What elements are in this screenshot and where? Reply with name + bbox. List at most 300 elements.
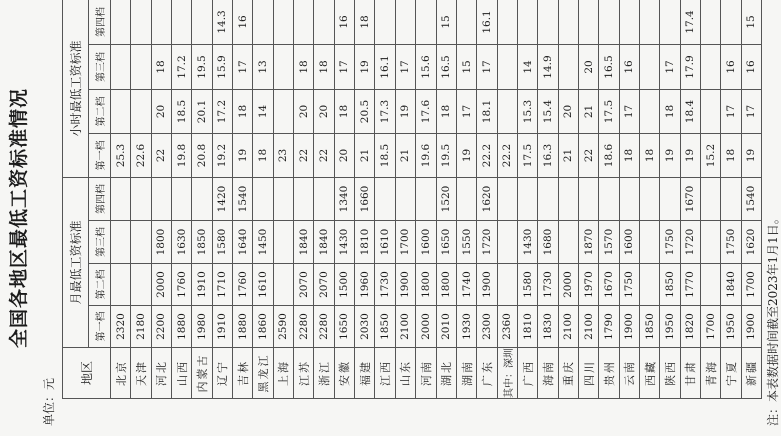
hourly-value-cell [273, 0, 293, 44]
tier-header-hourly-4: 第四档 [89, 0, 111, 44]
monthly-value-cell: 1500 [334, 264, 354, 306]
monthly-value-cell [700, 177, 720, 220]
hourly-value-cell [253, 0, 273, 44]
hourly-value-cell: 17.4 [680, 0, 700, 44]
hourly-value-cell [599, 0, 619, 44]
hourly-value-cell [721, 0, 741, 44]
hourly-value-cell: 18 [355, 0, 375, 44]
monthly-value-cell: 2320 [111, 306, 131, 348]
monthly-value-cell: 2000 [151, 264, 171, 306]
hourly-value-cell: 15.2 [700, 133, 720, 177]
hourly-value-cell: 20.5 [355, 89, 375, 133]
hourly-value-cell [172, 0, 192, 44]
monthly-value-cell [111, 221, 131, 264]
hourly-value-cell [497, 44, 517, 89]
monthly-value-cell: 1540 [233, 177, 253, 220]
monthly-value-cell: 1760 [172, 264, 192, 306]
monthly-value-cell: 2590 [273, 306, 293, 348]
table-row [497, 0, 517, 399]
hourly-value-cell: 20 [294, 89, 314, 133]
tier-header-monthly-1: 第一档 [89, 306, 111, 348]
monthly-value-cell [599, 177, 619, 220]
hourly-value-cell [700, 89, 720, 133]
table-row [456, 0, 476, 399]
region-cell: 海南 [538, 348, 558, 399]
monthly-value-cell: 1340 [334, 177, 354, 220]
monthly-value-cell [639, 264, 659, 306]
hourly-value-cell: 22 [151, 133, 171, 177]
region-cell: 山东 [395, 348, 415, 399]
unit-label: 单位：元 [42, 377, 56, 426]
table-row [680, 0, 700, 399]
monthly-value-cell [700, 221, 720, 264]
monthly-value-cell [558, 221, 578, 264]
hourly-value-cell: 17 [619, 89, 639, 133]
hourly-value-cell: 17 [233, 44, 253, 89]
hourly-value-cell: 14.3 [212, 0, 232, 44]
monthly-value-cell: 2280 [314, 306, 334, 348]
hourly-value-cell [314, 0, 334, 44]
hourly-value-cell: 20.1 [192, 89, 212, 133]
hourly-value-cell: 19 [395, 89, 415, 133]
hourly-value-cell: 16.1 [375, 44, 395, 89]
tier-header-monthly-2: 第二档 [89, 264, 111, 306]
region-cell: 河北 [151, 348, 171, 399]
hourly-value-cell: 18.4 [680, 89, 700, 133]
table-note: 注：本表数据时间截至2023年1月1日。 [766, 212, 780, 426]
monthly-value-cell [273, 264, 293, 306]
region-cell: 上海 [273, 348, 293, 399]
table-row [172, 0, 192, 399]
monthly-value-cell: 2360 [497, 306, 517, 348]
monthly-value-cell [578, 177, 598, 220]
hourly-value-cell [639, 0, 659, 44]
hourly-value-cell: 18 [314, 44, 334, 89]
tier-header-hourly-1: 第一档 [89, 133, 111, 177]
monthly-value-cell [131, 221, 151, 264]
tier-header-hourly-3: 第三档 [89, 44, 111, 89]
monthly-value-cell [273, 221, 293, 264]
monthly-value-cell: 1430 [517, 221, 537, 264]
hourly-value-cell: 16 [721, 44, 741, 89]
monthly-value-cell [192, 177, 212, 220]
hourly-value-cell [497, 89, 517, 133]
monthly-value-cell: 1950 [721, 306, 741, 348]
table-row [355, 0, 375, 399]
hourly-value-cell: 18 [294, 44, 314, 89]
region-cell: 四川 [578, 348, 598, 399]
monthly-value-cell: 1900 [619, 306, 639, 348]
region-cell: 广西 [517, 348, 537, 399]
region-cell: 河南 [416, 348, 436, 399]
hourly-value-cell: 19.5 [192, 44, 212, 89]
hourly-value-cell [395, 0, 415, 44]
monthly-value-cell: 1720 [477, 221, 497, 264]
hourly-value-cell: 20 [558, 89, 578, 133]
monthly-value-cell: 1950 [660, 306, 680, 348]
hourly-value-cell [416, 0, 436, 44]
monthly-value-cell: 1680 [538, 221, 558, 264]
hourly-value-cell [517, 0, 537, 44]
monthly-value-cell: 1960 [355, 264, 375, 306]
hourly-value-cell: 22.2 [497, 133, 517, 177]
region-cell: 浙江 [314, 348, 334, 399]
hourly-value-cell: 19 [680, 133, 700, 177]
monthly-value-cell: 1730 [538, 264, 558, 306]
hourly-value-cell: 20.8 [192, 133, 212, 177]
monthly-value-cell [273, 177, 293, 220]
document-title: 全国各地区最低工资标准情况 [8, 88, 30, 349]
hourly-value-cell: 16 [233, 0, 253, 44]
monthly-value-cell: 2180 [131, 306, 151, 348]
monthly-value-cell: 1790 [599, 306, 619, 348]
monthly-value-cell: 1800 [151, 221, 171, 264]
hourly-value-cell: 18.5 [172, 89, 192, 133]
hourly-value-cell: 18 [151, 44, 171, 89]
hourly-value-cell: 21 [578, 89, 598, 133]
table-row [436, 0, 456, 399]
region-cell: 吉林 [233, 348, 253, 399]
monthly-value-cell: 1580 [212, 221, 232, 264]
hourly-value-cell: 19 [355, 44, 375, 89]
monthly-value-cell: 1700 [741, 264, 761, 306]
monthly-value-cell [294, 177, 314, 220]
region-cell: 天津 [131, 348, 151, 399]
monthly-value-cell: 2000 [416, 306, 436, 348]
hourly-value-cell: 18 [619, 133, 639, 177]
hourly-value-cell: 16 [619, 44, 639, 89]
table-row [212, 0, 232, 399]
table-row [253, 0, 273, 399]
monthly-value-cell: 1900 [395, 264, 415, 306]
table-row [131, 0, 151, 399]
region-cell: 陕西 [660, 348, 680, 399]
monthly-value-cell [253, 177, 273, 220]
monthly-value-cell: 1880 [233, 306, 253, 348]
monthly-value-cell: 2100 [395, 306, 415, 348]
monthly-value-cell: 1520 [436, 177, 456, 220]
hourly-value-cell: 20 [578, 44, 598, 89]
hourly-value-cell: 19 [233, 133, 253, 177]
hourly-value-cell: 18 [436, 89, 456, 133]
table-row [558, 0, 578, 399]
table-row [578, 0, 598, 399]
hourly-value-cell: 25.3 [111, 133, 131, 177]
monthly-value-cell: 1750 [660, 221, 680, 264]
monthly-value-cell: 1830 [538, 306, 558, 348]
monthly-value-cell: 1620 [477, 177, 497, 220]
hourly-value-cell [111, 0, 131, 44]
table-row [619, 0, 639, 399]
hourly-value-cell: 16 [334, 0, 354, 44]
monthly-value-cell: 2030 [355, 306, 375, 348]
region-cell: 辽宁 [212, 348, 232, 399]
table-row [538, 0, 558, 399]
table-row [721, 0, 741, 399]
monthly-value-cell: 1810 [517, 306, 537, 348]
tier-header-hourly-2: 第二档 [89, 89, 111, 133]
monthly-value-cell [660, 177, 680, 220]
monthly-value-cell: 2200 [151, 306, 171, 348]
hourly-value-cell [700, 44, 720, 89]
hourly-value-cell [131, 0, 151, 44]
hourly-value-cell: 17 [721, 89, 741, 133]
monthly-value-cell: 1930 [456, 306, 476, 348]
monthly-value-cell: 1550 [456, 221, 476, 264]
table-row [416, 0, 436, 399]
hourly-value-cell: 15 [741, 0, 761, 44]
hourly-value-cell: 22 [294, 133, 314, 177]
region-cell: 山西 [172, 348, 192, 399]
hourly-value-cell: 15.4 [538, 89, 558, 133]
hourly-value-cell: 14 [517, 44, 537, 89]
region-cell: 贵州 [599, 348, 619, 399]
monthly-value-cell [314, 177, 334, 220]
table-row [111, 0, 131, 399]
monthly-value-cell: 2070 [294, 264, 314, 306]
header-region: 地区 [63, 348, 111, 399]
monthly-value-cell: 1610 [375, 221, 395, 264]
monthly-value-cell: 1840 [294, 221, 314, 264]
hourly-value-cell: 22.2 [477, 133, 497, 177]
hourly-value-cell: 17 [334, 44, 354, 89]
hourly-value-cell: 19.5 [436, 133, 456, 177]
hourly-value-cell: 14.9 [538, 44, 558, 89]
region-cell: 云南 [619, 348, 639, 399]
table-row [375, 0, 395, 399]
table-row [741, 0, 761, 399]
monthly-value-cell: 1700 [395, 221, 415, 264]
monthly-value-cell [497, 264, 517, 306]
region-cell: 宁夏 [721, 348, 741, 399]
monthly-value-cell [172, 177, 192, 220]
monthly-value-cell: 1860 [253, 306, 273, 348]
hourly-value-cell [558, 44, 578, 89]
monthly-value-cell: 1420 [212, 177, 232, 220]
hourly-value-cell [131, 44, 151, 89]
region-cell: 湖北 [436, 348, 456, 399]
table-row [334, 0, 354, 399]
monthly-value-cell: 1880 [172, 306, 192, 348]
hourly-value-cell: 17 [477, 44, 497, 89]
monthly-value-cell [131, 177, 151, 220]
monthly-value-cell: 1760 [233, 264, 253, 306]
hourly-value-cell: 19 [660, 133, 680, 177]
region-cell: 青海 [700, 348, 720, 399]
hourly-value-cell: 17 [456, 89, 476, 133]
monthly-value-cell [395, 177, 415, 220]
table-row [192, 0, 212, 399]
monthly-value-cell [497, 177, 517, 220]
table-body [111, 0, 762, 399]
hourly-value-cell [273, 89, 293, 133]
hourly-value-cell: 17 [741, 89, 761, 133]
hourly-value-cell [456, 0, 476, 44]
hourly-value-cell: 18.1 [477, 89, 497, 133]
monthly-value-cell: 1850 [639, 306, 659, 348]
hourly-value-cell: 15.3 [517, 89, 537, 133]
hourly-value-cell: 14 [253, 89, 273, 133]
region-cell: 江苏 [294, 348, 314, 399]
table-row [599, 0, 619, 399]
region-cell: 福建 [355, 348, 375, 399]
hourly-value-cell [639, 89, 659, 133]
hourly-value-cell: 15 [436, 0, 456, 44]
monthly-value-cell: 2070 [314, 264, 334, 306]
monthly-value-cell: 1750 [721, 221, 741, 264]
monthly-value-cell: 2100 [558, 306, 578, 348]
monthly-value-cell: 1910 [192, 264, 212, 306]
hourly-value-cell: 17.3 [375, 89, 395, 133]
hourly-value-cell: 15 [456, 44, 476, 89]
monthly-value-cell: 1640 [233, 221, 253, 264]
monthly-value-cell: 1800 [416, 264, 436, 306]
hourly-value-cell: 22 [314, 133, 334, 177]
region-cell: 新疆 [741, 348, 761, 399]
table-row [639, 0, 659, 399]
region-cell: 广东 [477, 348, 497, 399]
monthly-value-cell: 1670 [680, 177, 700, 220]
monthly-value-cell: 1900 [741, 306, 761, 348]
monthly-value-cell [639, 221, 659, 264]
hourly-value-cell [151, 0, 171, 44]
table-row [700, 0, 720, 399]
monthly-value-cell [639, 177, 659, 220]
hourly-value-cell: 16.5 [436, 44, 456, 89]
region-cell: 内蒙古 [192, 348, 212, 399]
hourly-value-cell: 17.2 [212, 89, 232, 133]
hourly-value-cell [639, 44, 659, 89]
monthly-value-cell: 1840 [721, 264, 741, 306]
tier-header-monthly-4: 第四档 [89, 177, 111, 220]
monthly-value-cell [131, 264, 151, 306]
hourly-value-cell: 22.6 [131, 133, 151, 177]
hourly-value-cell [375, 0, 395, 44]
monthly-value-cell [151, 177, 171, 220]
hourly-value-cell [497, 0, 517, 44]
hourly-value-cell: 16.5 [599, 44, 619, 89]
hourly-value-cell: 16.3 [538, 133, 558, 177]
monthly-value-cell [517, 177, 537, 220]
hourly-value-cell: 19.8 [172, 133, 192, 177]
monthly-value-cell [558, 177, 578, 220]
monthly-value-cell: 1730 [375, 264, 395, 306]
monthly-value-cell: 1800 [436, 264, 456, 306]
hourly-value-cell [273, 44, 293, 89]
monthly-value-cell: 2100 [578, 306, 598, 348]
monthly-value-cell: 1740 [456, 264, 476, 306]
monthly-value-cell: 1850 [375, 306, 395, 348]
monthly-value-cell: 1580 [517, 264, 537, 306]
region-cell: 西藏 [639, 348, 659, 399]
table-row [660, 0, 680, 399]
hourly-value-cell: 19 [456, 133, 476, 177]
table-row [233, 0, 253, 399]
hourly-value-cell [192, 0, 212, 44]
hourly-value-cell: 18 [660, 89, 680, 133]
header-monthly-group: 月最低工资标准 [63, 177, 89, 347]
hourly-value-cell: 17 [660, 44, 680, 89]
hourly-value-cell: 18.5 [375, 133, 395, 177]
monthly-value-cell: 1540 [741, 177, 761, 220]
hourly-value-cell [111, 44, 131, 89]
hourly-value-cell: 18.6 [599, 133, 619, 177]
hourly-value-cell [558, 0, 578, 44]
monthly-value-cell: 1850 [660, 264, 680, 306]
monthly-value-cell: 1600 [416, 221, 436, 264]
wage-table [62, 0, 762, 399]
monthly-value-cell [416, 177, 436, 220]
hourly-value-cell: 19.2 [212, 133, 232, 177]
hourly-value-cell: 21 [395, 133, 415, 177]
hourly-value-cell: 16.1 [477, 0, 497, 44]
monthly-value-cell [375, 177, 395, 220]
monthly-value-cell: 1980 [192, 306, 212, 348]
monthly-value-cell: 2010 [436, 306, 456, 348]
monthly-value-cell: 1670 [599, 264, 619, 306]
hourly-value-cell: 16 [741, 44, 761, 89]
monthly-value-cell [111, 264, 131, 306]
region-cell: 北京 [111, 348, 131, 399]
hourly-value-cell [111, 89, 131, 133]
monthly-value-cell: 1770 [680, 264, 700, 306]
hourly-value-cell: 17.5 [517, 133, 537, 177]
hourly-value-cell [619, 0, 639, 44]
table-row [151, 0, 171, 399]
hourly-value-cell: 20 [334, 133, 354, 177]
hourly-value-cell [538, 0, 558, 44]
monthly-value-cell: 1570 [599, 221, 619, 264]
hourly-value-cell: 18 [639, 133, 659, 177]
monthly-value-cell [700, 264, 720, 306]
hourly-value-cell: 15.9 [212, 44, 232, 89]
hourly-value-cell: 19.6 [416, 133, 436, 177]
hourly-value-cell: 18 [233, 89, 253, 133]
hourly-value-cell: 17.6 [416, 89, 436, 133]
region-cell: 甘肃 [680, 348, 700, 399]
table-row [395, 0, 415, 399]
monthly-value-cell: 1850 [192, 221, 212, 264]
hourly-value-cell: 15.6 [416, 44, 436, 89]
monthly-value-cell: 2300 [477, 306, 497, 348]
region-cell: 湖南 [456, 348, 476, 399]
monthly-value-cell: 1650 [334, 306, 354, 348]
header-hourly-group: 小时最低工资标准 [63, 0, 89, 177]
region-cell: 重庆 [558, 348, 578, 399]
monthly-value-cell: 1720 [680, 221, 700, 264]
hourly-value-cell: 18 [334, 89, 354, 133]
monthly-value-cell [111, 177, 131, 220]
monthly-value-cell [497, 221, 517, 264]
hourly-value-cell [700, 0, 720, 44]
hourly-value-cell: 17.5 [599, 89, 619, 133]
table-row [294, 0, 314, 399]
hourly-value-cell [294, 0, 314, 44]
hourly-value-cell: 13 [253, 44, 273, 89]
hourly-value-cell: 20 [151, 89, 171, 133]
monthly-value-cell: 1660 [355, 177, 375, 220]
monthly-value-cell: 1970 [578, 264, 598, 306]
region-cell: 安徽 [334, 348, 354, 399]
hourly-value-cell: 20 [314, 89, 334, 133]
hourly-value-cell [578, 0, 598, 44]
monthly-value-cell: 2000 [558, 264, 578, 306]
monthly-value-cell: 1820 [680, 306, 700, 348]
region-cell: 江西 [375, 348, 395, 399]
monthly-value-cell: 1620 [741, 221, 761, 264]
hourly-value-cell [131, 89, 151, 133]
region-cell: 其中：深圳 [497, 348, 517, 399]
